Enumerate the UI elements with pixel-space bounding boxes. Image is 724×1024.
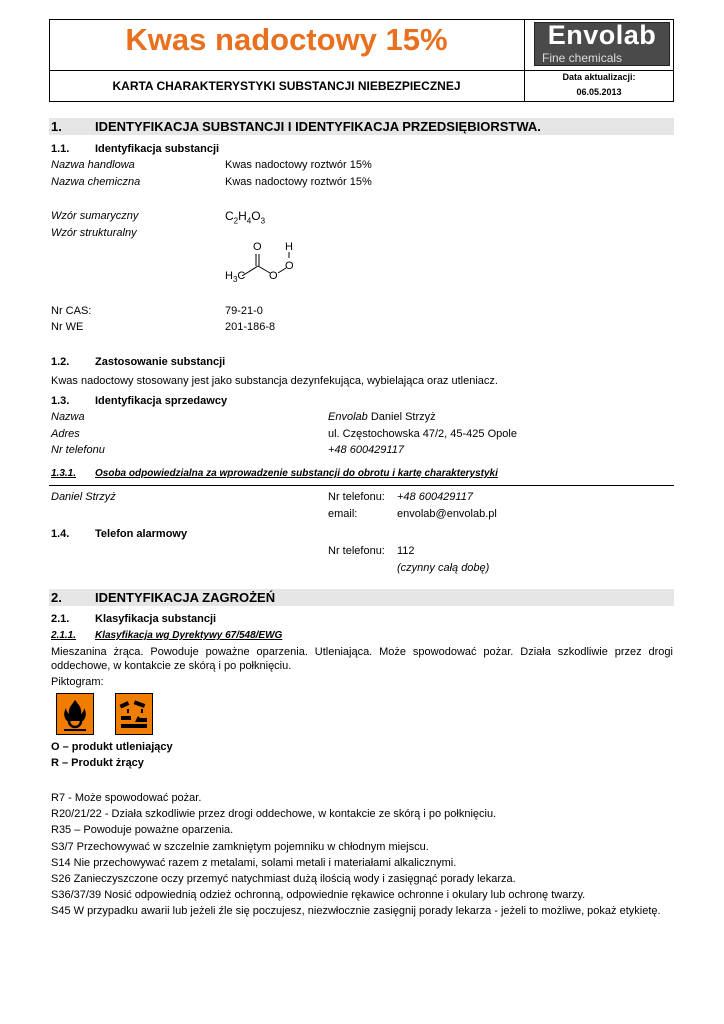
subsection-1-4-title: Telefon alarmowy	[95, 528, 188, 540]
responsible-person: Daniel Strzyż	[51, 491, 116, 503]
phrase-line: R35 – Powoduje poważne oparzenia.	[51, 824, 234, 837]
subsection-2-1-1-number: 2.1.1.	[51, 630, 77, 641]
phrase-line: S26 Zanieczyszczone oczy przemyć natychmiast dużą ilością wody i zasięgnąć porady lekarza.	[51, 873, 516, 886]
oxidizer-label: O – produkt utleniający	[51, 741, 173, 753]
alarm-phone-label: Nr telefonu:	[328, 545, 385, 557]
trade-name-label: Nazwa handlowa	[51, 159, 135, 171]
section-2-number: 2.	[51, 590, 62, 605]
person-phone-label: Nr telefonu:	[328, 491, 385, 503]
update-date-label: Data aktualizacji:	[562, 72, 636, 82]
subsection-2-1-number: 2.1.	[51, 613, 70, 625]
formula-label: Wzór sumaryczny	[51, 210, 139, 222]
phrase-line: R7 - Może spowodować pożar.	[51, 792, 202, 804]
phone-value: +48 600429117	[328, 444, 404, 456]
struct-methyl: $H_3C$	[225, 270, 246, 285]
struct-carbonyl-o: O	[253, 241, 262, 253]
pictogram-label: Piktogram:	[51, 676, 104, 688]
logo-text: Envolab	[547, 20, 657, 50]
subsection-1-2-number: 1.2.	[51, 356, 70, 368]
subsection-1-4-number: 1.4.	[51, 528, 70, 540]
phone-label: Nr telefonu	[51, 444, 105, 456]
subsection-1-1-number: 1.1.	[51, 143, 70, 155]
alarm-phone-value: 112	[397, 545, 415, 557]
header-divider-horizontal	[49, 70, 674, 71]
alarm-phone-note: (czynny całą dobę)	[397, 562, 490, 574]
logo-tagline: Fine chemicals	[542, 51, 623, 65]
substance-use-text: Kwas nadoctowy stosowany jest jako substancja dezynfekująca, wybielająca oraz utleniacz.	[51, 375, 498, 387]
section-1-title: IDENTYFIKACJA SUBSTANCJI I IDENTYFIKACJA PRZEDSIĘBIORSTWA.	[95, 119, 541, 134]
divider	[49, 485, 674, 486]
address-value: ul. Częstochowska 47/2, 45-425 Opole	[328, 428, 517, 440]
chem-name-label: Nazwa chemiczna	[51, 176, 141, 188]
document-title: Kwas nadoctowy 15%	[125, 22, 448, 57]
update-date-value: 06.05.2013	[576, 87, 622, 97]
we-value: 201-186-8	[225, 321, 276, 333]
section-2-title: IDENTYFIKACJA ZAGROŻEŃ	[95, 590, 276, 605]
subsection-2-1-title: Klasyfikacja substancji	[95, 613, 217, 625]
struct-hydroxy-o: O	[285, 260, 294, 272]
seller-name-label: Nazwa	[51, 411, 85, 423]
chem-name-value: Kwas nadoctowy roztwór 15%	[225, 176, 372, 188]
corrosion-icon	[116, 694, 152, 734]
subsection-1-1-title: Identyfikacja substancji	[95, 143, 220, 155]
risk-safety-phrases	[51, 790, 661, 920]
phrase-line: S14 Nie przechowywać razem z metalami, solami metali i materiałami alkalicznymi.	[51, 856, 457, 869]
phrase-line: S45 W przypadku awarii lub jeżeli źle się poczujesz, niezwłocznie zasięgnij porady lekarza - jeżeli to możliwe, pokaż etykietę.	[51, 905, 661, 918]
seller-name-value: Envolab Daniel Strzyż	[328, 411, 436, 423]
corrosive-label: R – Produkt żrący	[51, 757, 144, 769]
subsection-1-2-title: Zastosowanie substancji	[95, 356, 226, 368]
subsection-1-3-number: 1.3.	[51, 395, 70, 407]
cas-value: 79-21-0	[225, 305, 263, 317]
flame-over-circle-icon	[57, 694, 93, 734]
address-label: Adres	[51, 428, 80, 440]
structure-label: Wzór strukturalny	[51, 227, 137, 239]
corrosive-pictogram	[115, 693, 153, 735]
phrase-line: S3/7 Przechowywać w szczelnie zamkniętym pojemniku w chłodnym miejscu.	[51, 840, 429, 853]
oxidizing-pictogram	[56, 693, 94, 735]
formula-value: $C_2H_4O_3$	[225, 209, 266, 226]
subsection-1-3-1-title: Osoba odpowiedzialna za wprowadzenie substancji do obrotu i kartę charakterystyki	[95, 468, 498, 479]
person-phone-value: +48 600429117	[397, 491, 473, 503]
hazard-description-line-1: Mieszanina żrąca. Powoduje poważne oparzenia. Utleniająca. Może spowodować pożar. Działa szkodliwie przez drogi	[51, 646, 673, 658]
struct-h: H	[285, 241, 293, 253]
subsection-2-1-1-title: Klasyfikacja wg Dyrektywy 67/548/EWG	[95, 630, 283, 641]
cas-label: Nr CAS:	[51, 305, 92, 317]
email-label: email:	[328, 508, 358, 520]
section-1-number: 1.	[51, 119, 62, 134]
phrase-line: R20/21/22 - Działa szkodliwie przez drogi oddechowe, w kontakcie ze skórą i po połknięciu.	[51, 808, 497, 821]
hazard-description-line-2: oddechowe, w kontakcie ze skórą i po połknięciu.	[51, 660, 292, 672]
we-label: Nr WE	[51, 321, 84, 333]
phrase-line: S36/37/39 Nosić odpowiednią odzież ochronną, odpowiednie rękawice ochronne i okulary lub ochronę twarzy.	[51, 889, 586, 902]
struct-peroxy-o: O	[269, 270, 278, 282]
email-value[interactable]: envolab@envolab.pl	[397, 508, 497, 520]
subsection-1-3-1-number: 1.3.1.	[51, 468, 77, 479]
document-subtitle: KARTA CHARAKTERYSTYKI SUBSTANCJI NIEBEZPIECZNEJ	[112, 79, 461, 93]
trade-name-value: Kwas nadoctowy roztwór 15%	[225, 159, 372, 171]
subsection-1-3-title: Identyfikacja sprzedawcy	[95, 395, 228, 407]
